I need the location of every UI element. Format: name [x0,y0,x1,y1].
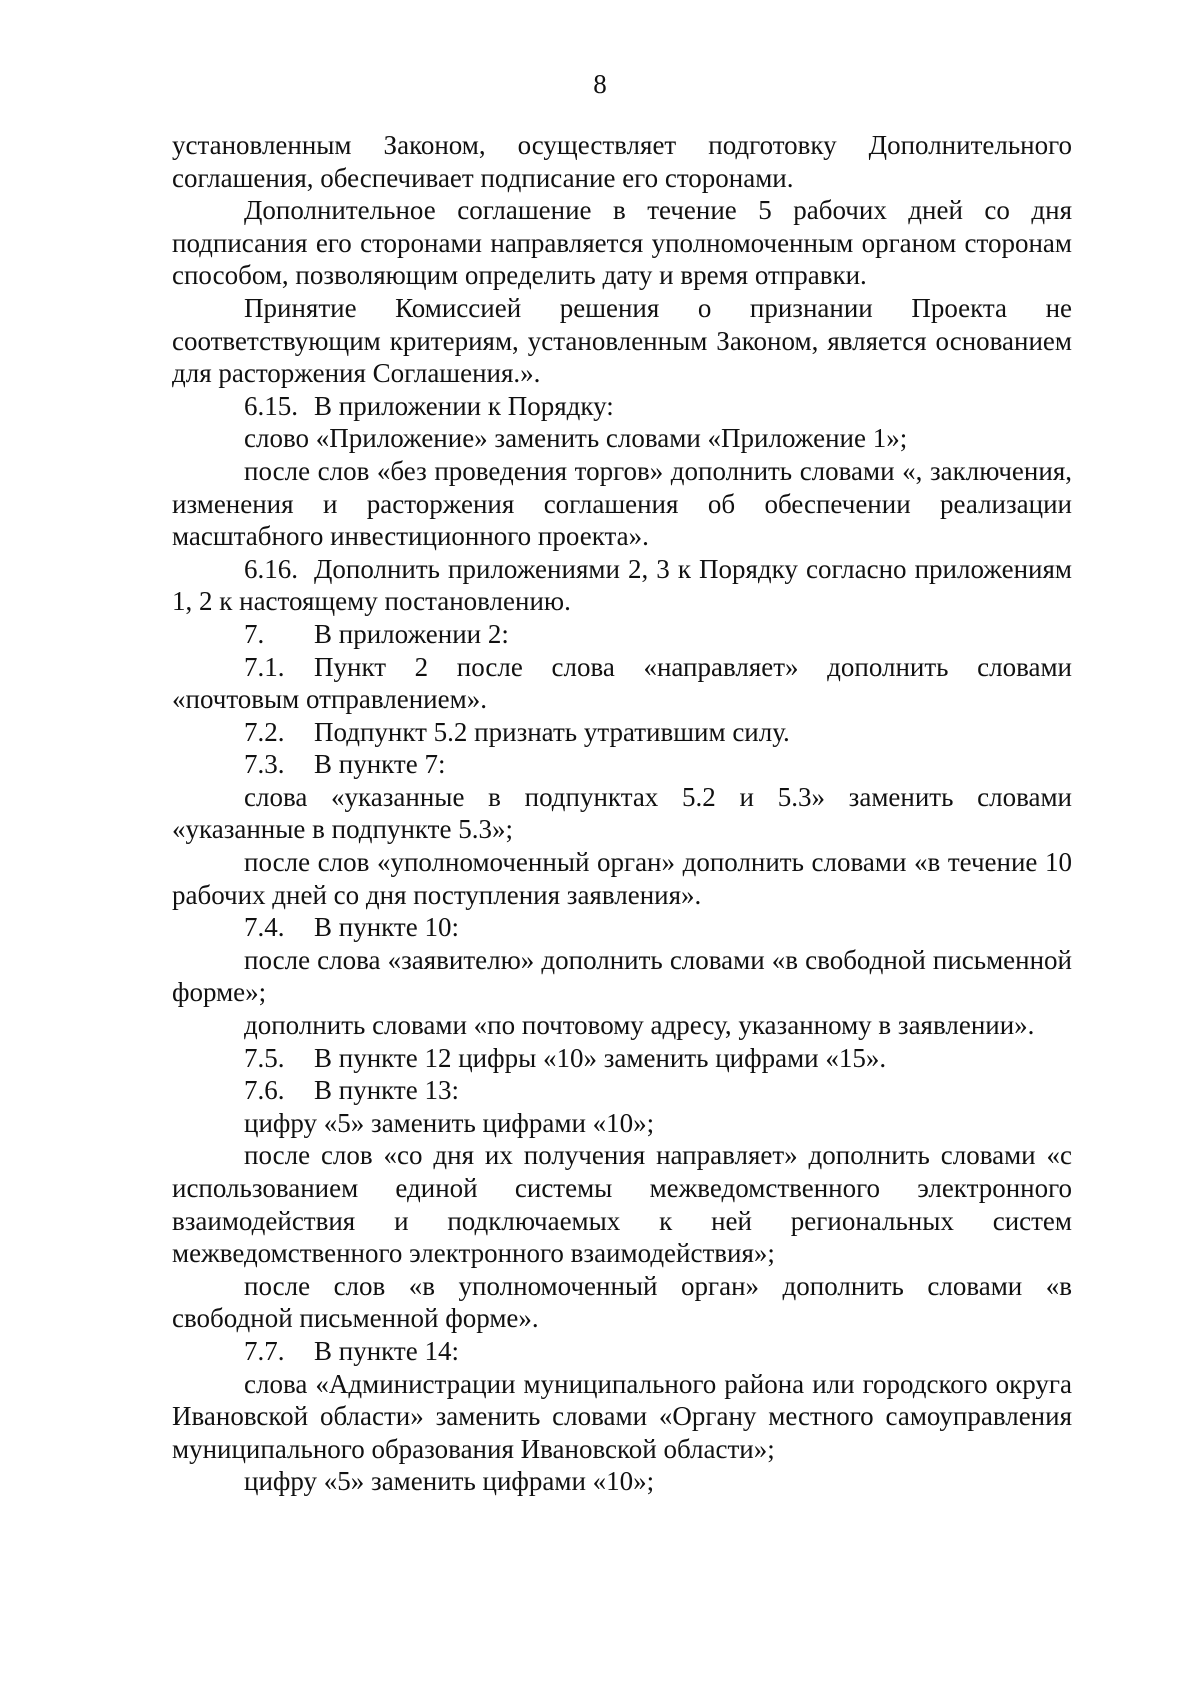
item-number: 7.6. [244,1075,285,1106]
paragraph [172,651,1072,716]
paragraph-text: цифру «5» заменить цифрами «10»; [244,1466,655,1497]
paragraph [172,1270,1072,1335]
paragraph-text: Дополнительное соглашение в течение 5 рабочих дней со дня подписания его сторонами направляется уполномоченным органом сторонам способом, позволяющим определить дату и время отправки. [172,195,1072,291]
paragraph [172,553,1072,618]
paragraph [172,129,1072,194]
paragraph [172,911,1072,944]
paragraph-text: В пункте 10: [314,912,459,943]
paragraph [172,1042,1072,1075]
paragraph-text: В пункте 13: [314,1075,459,1106]
item-number: 7.7. [244,1335,285,1366]
item-number: 7. [244,618,265,649]
paragraph-text: дополнить словами «по почтовому адресу, указанному в заявлении». [244,1010,1035,1041]
item-number: 6.15. [244,390,298,421]
paragraph-text: после слова «заявителю» дополнить словами «в свободной письменной форме»; [172,944,1072,1008]
item-number: 7.2. [244,716,285,747]
paragraph [172,944,1072,1009]
paragraph [172,1139,1072,1269]
paragraph [172,292,1072,390]
paragraph [172,390,1072,423]
paragraph-text: после слов «без проведения торгов» дополнить словами «, заключения, изменения и расторжения соглашения об обеспечении реализации масштабного инвестиционного проекта». [172,455,1072,552]
item-number: 7.5. [244,1042,285,1073]
paragraph [172,1465,1072,1498]
item-number: 6.16. [244,553,298,584]
document-body [172,129,1072,1498]
paragraph [172,1335,1072,1368]
paragraph-text: после слов «в уполномоченный орган» дополнить словами «в свободной письменной форме». [172,1270,1072,1334]
paragraph-text: слова «указанные в подпунктах 5.2 и 5.3» заменить словами «указанные в подпункте 5.3»; [172,781,1072,845]
paragraph-text: слово «Приложение» заменить словами «Приложение 1»; [244,423,908,454]
paragraph [172,618,1072,651]
paragraph [172,1107,1072,1140]
paragraph-text: Принятие Комиссией решения о признании Проекта не соответствующим критериям, установленным Законом, является основанием для расторжения Соглашения.». [172,292,1072,389]
paragraph [172,194,1072,292]
page-number: 8 [593,69,607,99]
paragraph [172,1368,1072,1466]
paragraph-text: Пункт 2 после слова «направляет» дополнить словами «почтовым отправлением». [172,651,1072,715]
paragraph-text: установленным Законом, осуществляет подготовку Дополнительного соглашения, обеспечивает подписание его сторонами. [172,130,1072,193]
paragraph-text: В пункте 12 цифры «10» заменить цифрами «15». [314,1042,887,1073]
paragraph-text: цифру «5» заменить цифрами «10»; [244,1107,655,1138]
paragraph [172,1074,1072,1107]
paragraph-text: после слов «со дня их получения направляет» дополнить словами «с использованием единой системы межведомственного электронного взаимодействия и подключаемых к ней региональных систем межведомственного электронного взаимодействия»; [172,1140,1072,1269]
item-number: 7.1. [244,651,285,682]
paragraph-text: Подпункт 5.2 признать утратившим силу. [314,716,790,747]
paragraph [172,716,1072,749]
paragraph-text: после слов «уполномоченный орган» дополнить словами «в течение 10 рабочих дней со дня поступления заявления». [172,847,1072,910]
paragraph [172,422,1072,455]
item-number: 7.3. [244,749,285,780]
paragraph-text: Дополнить приложениями 2, 3 к Порядку согласно приложениям 1, 2 к настоящему постановлению. [172,553,1072,617]
paragraph [172,748,1072,781]
paragraph-text: В приложении к Порядку: [314,390,614,421]
paragraph [172,781,1072,846]
paragraph [172,455,1072,553]
paragraph [172,1009,1072,1042]
paragraph-text: В пункте 14: [314,1335,459,1366]
paragraph-text: В пункте 7: [314,749,446,780]
item-number: 7.4. [244,912,285,943]
paragraph-text: слова «Администрации муниципального района или городского округа Ивановской области» заменить словами «Органу местного самоуправления муниципального образования Ивановской области»; [172,1368,1072,1464]
paragraph [172,846,1072,911]
paragraph-text: В приложении 2: [314,618,509,649]
